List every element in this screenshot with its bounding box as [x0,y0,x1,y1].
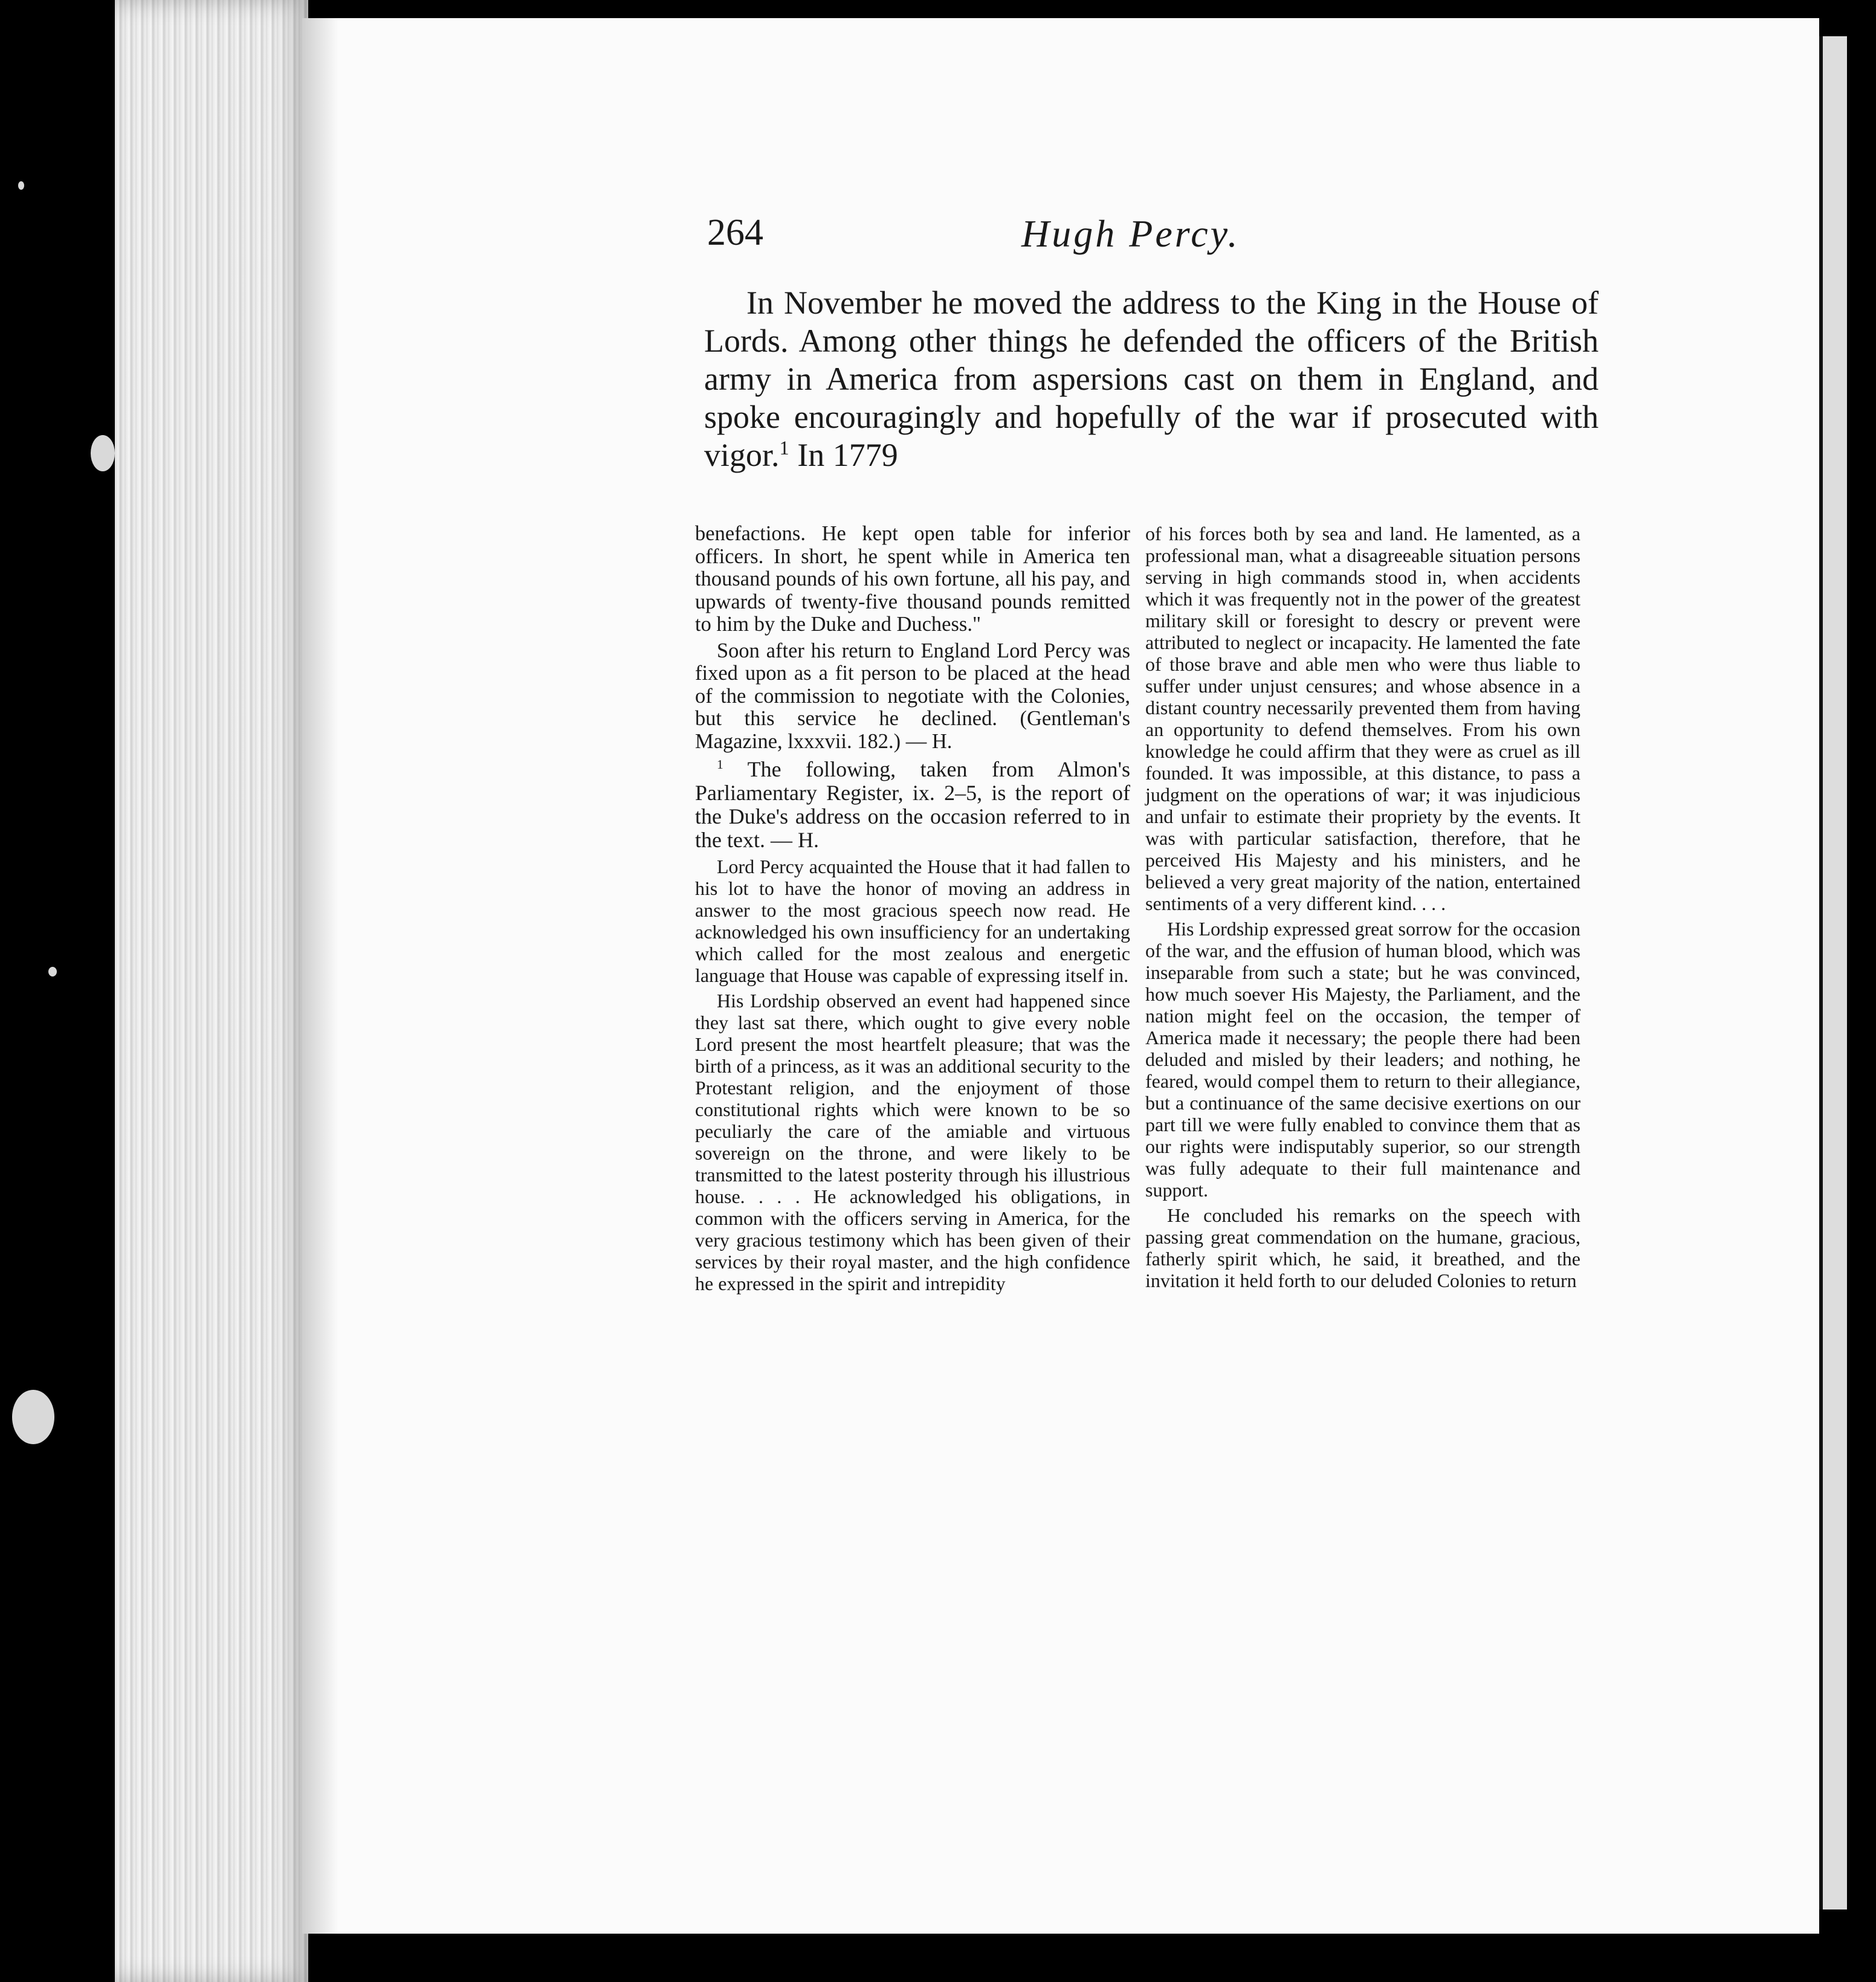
gutter-shadow [302,18,338,1934]
quoted-paragraph: of his forces both by sea and land. He lamented, as a professional man, what a disagreeable situation persons serving in high commands stood in, when accidents which it was frequently not in the power of the greatest military skill or foresight to descry or prevent were attributed to neglect or incapacity. He lamented the fate of those brave and able men who were thus liable to suffer under unjust censures; and whose absence in a distant country necessarily prevented them from having an opportunity to defend themselves. From his own knowledge he could affirm that they were as cruel as ill founded. It was impossible, at this distance, to pass a judgment on the operations of war; it was injudicious and unfair to estimate their propriety by the events. It was with particular satisfaction, therefore, that he perceived His Majesty and his ministers, and he believed a very great majority of the nation, entertained sentiments of a very different kind. . . . [1145,523,1580,914]
main-paragraph-text: In November he moved the address to the King in the House of Lords. Among other things he defended the officers of the British army in America from aspersions cast on them in England, and spoke encouragingly and hopefully of the war if prosecuted with vigor.$^1$ In 1779 [704,285,1599,473]
running-title: Hugh Percy. [1021,212,1240,255]
quoted-paragraph: His Lordship expressed great sorrow for the occasion of the war, and the effusion of human blood, which was inseparable from such a state; but he was convinced, how much soever His Majesty, the Parliament, and the nation might feel on the occasion, the temper of America made it necessary; the people there had been deluded and misled by their leaders; and nothing, he feared, would compel them to return to their allegiance, but a continuance of the same decisive exertions on our part till we were fully enabled to convince them that as our rights were indisputably superior, so our strength was fully adequate to their full maintenance and support. [1145,918,1580,1201]
main-paragraph [704,284,1599,474]
left-column-paragraph: benefactions. He kept open table for inferior officers. In short, he spent while in America ten thousand pounds of his own fortune, all his pay, and upwards of twenty-five thousand pounds remitted to him by the Duke and Duchess." [695,522,1130,636]
dust-speck [48,967,57,976]
quoted-paragraph: He concluded his remarks on the speech with passing great commendation on the humane, gracious, fatherly spirit which, he said, it breathed, and the invitation it held forth to our deluded Colonies to return [1145,1204,1580,1291]
dust-speck [12,1390,54,1444]
dust-speck [18,181,24,190]
next-page-edge [1819,36,1847,1909]
left-column [695,523,1130,1298]
footnote-mark: 1 [717,757,723,772]
book-page-edges [115,0,308,1982]
page-number: 264 [707,212,763,253]
quoted-paragraph: Lord Percy acquainted the House that it had fallen to his lot to have the honor of moving an address in answer to the most gracious speech now read. He acknowledged his own insufficiency for an undertaking which called for the most zealous and energetic language that House was capable of expressing itself in. [695,856,1130,986]
footnote-reference: 1 [779,437,789,459]
quoted-paragraph: His Lordship observed an event had happened since they last sat there, which ought to give every noble Lord present the most heartfelt pleasure; that was the birth of a princess, as it was an additional security to the Protestant religion, and the enjoyment of those constitutional rights which were known to be so peculiarly the care of the amiable and virtuous sovereign on the throne, and were likely to be transmitted to the latest posterity through his illustrious house. . . . He acknowledged his obligations, in common with the officers serving in America, for the very gracious testimony which has been given of their services by their royal master, and the high confidence he expressed in the spirit and intrepidity [695,990,1130,1294]
right-column [1145,523,1580,1295]
left-column-paragraph: Soon after his return to England Lord Percy was fixed upon as a fit person to be placed at the head of the commission to negotiate with the Colonies, but this service he declined. (Gentleman's Magazine, lxxxvii. 182.) — H. [695,639,1130,753]
footnote: $^1$ The following, taken from Almon's Parliamentary Register, ix. 2–5, is the report of the Duke's address on the occasion referred to in the text. — H. [695,757,1130,852]
running-head [707,211,1602,284]
dust-speck [91,435,115,471]
